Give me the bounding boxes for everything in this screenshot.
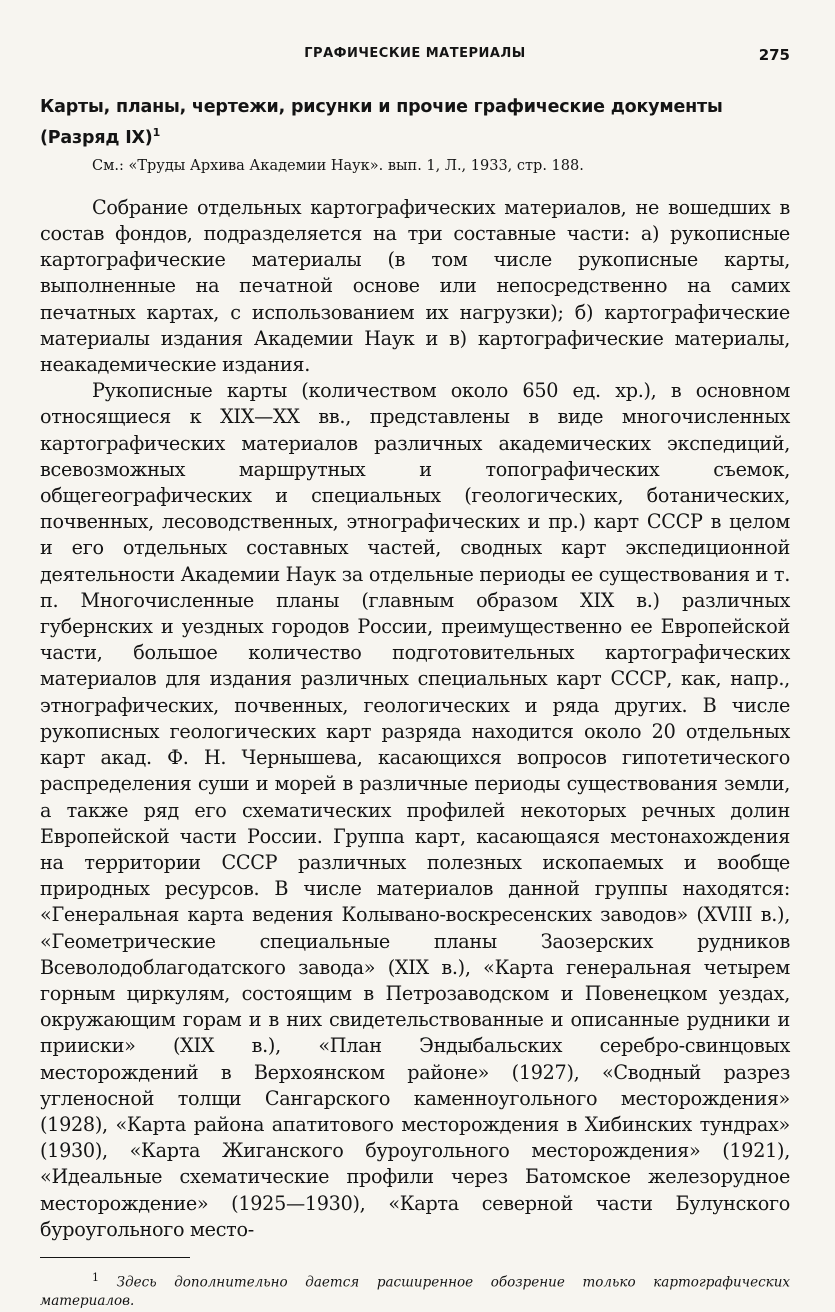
reference-line: См.: «Труды Архива Академии Наук». вып. 1, Л., 1933, стр. 188. (92, 157, 584, 174)
footnote-number: 1 (92, 1270, 99, 1284)
footnote-text: Здесь дополнительно дается расширенное обозрение только картографических материалов. (40, 1274, 791, 1310)
book-page (40, 38, 790, 1311)
paragraph: Рукописные карты (количеством около 650 ед. хр.), в основном относящиеся к XIX—XX вв., представлены в виде многочисленных картографических материалов различных академических экспедиций, всевозможных маршрутных и топографических съемок, общегеографических и специальных (геологических, ботанических, почвенных, лесоводственных, этнографических и пр.) карт СССР в целом и его отдельных составных частей, сводных карт экспедиционной деятельности Академии Наук за отдельные периоды ее существования и т. п. Многочисленные планы (главным образом XIX в.) различных губернских и уездных городов России, преимущественно ее Европейской части, большое количество подготовительных картографических материалов для издания различных специальных карт СССР, как, напр., этнографических, почвенных, геологических и ряда других. В числе рукописных геологических карт разряда находится около 20 отдельных карт акад. Ф. Н. Чернышева, касающихся вопросов гипотетического распределения суши и морей в различные периоды существования земли, а также ряд его схематических профилей некоторых речных долин Европейской части России. Группа карт, касающаяся местонахождения на территории СССР различных полезных ископаемых и вообще природных ресурсов. В числе материалов данной группы находятся: «Генеральная карта ведения Колывано-воскресенских заводов» (XVIII в.), «Геометрические специальные планы Заозерских рудников Всеволодоблагодатского завода» (XIX в.), «Карта генеральная четырем горным циркулям, состоящим в Петрозаводском и Повенецком уездах, окружающим горам и в них свидетельствованные и описанные рудники и прииски» (XIX в.), «План Эндыбальских серебро-свинцовых месторождений в Верхоянском районе» (1927), «Сводный разрез угленосной толщи Сангарского каменноугольного месторождения» (1928), «Карта района апатитового месторождения в Хибинских тундрах» (1930), «Карта Жиганского буроугольного месторождения» (1921), «Идеальные схематические профили через Батомское железорудное месторождение» (1925—1930), «Карта северной части Булунского буроугольного место- (40, 379, 790, 1241)
section-title: Карты, планы, чертежи, рисунки и прочие графические документы (Разряд IX) (40, 97, 723, 148)
page-number: 275 (758, 46, 790, 64)
running-title: ГРАФИЧЕСКИЕ МАТЕРИАЛЫ (304, 46, 526, 61)
footnote (40, 1268, 790, 1312)
footnote-divider (40, 1257, 190, 1258)
body-text (40, 195, 790, 1243)
section-heading (40, 94, 790, 151)
page-header (40, 38, 790, 74)
paragraph: Собрание отдельных картографических материалов, не вошедших в состав фондов, подразделяется на три составные части: а) рукописные картографические материалы (в том числе рукописные карты, выполненные на печатной основе или непосредственно на самих печатных картах, с использованием их нагрузки); б) картографические материалы издания Академии Наук и в) картографические материалы, неакадемические издания. (40, 195, 790, 377)
footnote-marker: 1 (152, 126, 161, 139)
